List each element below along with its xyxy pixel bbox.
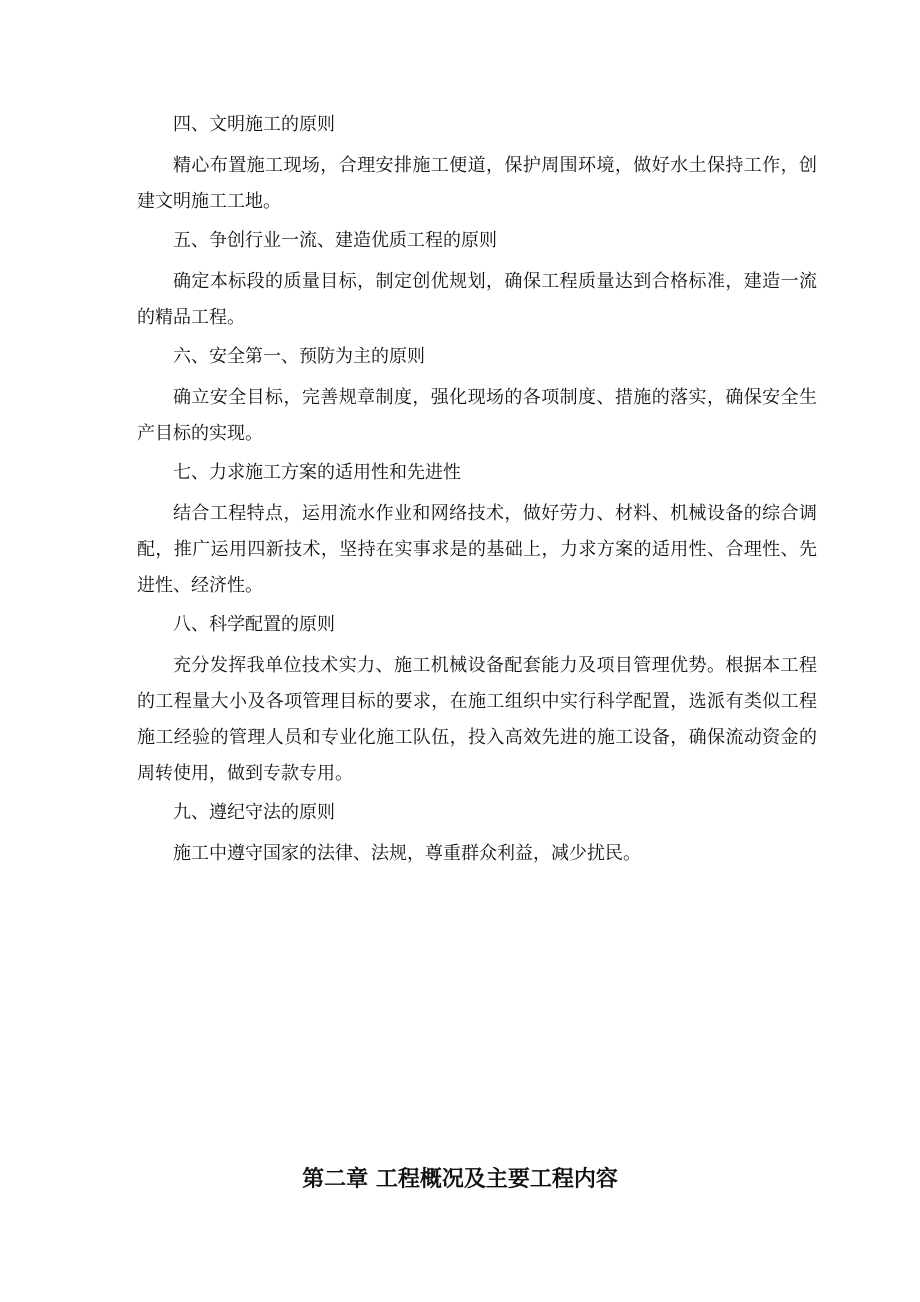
section-body-4: 精心布置施工现场，合理安排施工便道，保护周围环境，做好水土保持工作，创建文明施工工地。 bbox=[137, 155, 817, 212]
section-heading-7: 七、力求施工方案的适用性和先进性 bbox=[173, 462, 461, 483]
section-body-6: 确立安全目标，完善规章制度，强化现场的各项制度、措施的落实，确保安全生产目标的实现。 bbox=[137, 387, 817, 444]
principles-list bbox=[137, 112, 817, 880]
section-body-5: 确定本标段的质量目标，制定创优规划，确保工程质量达到合格标准，建造一流的精品工程。 bbox=[137, 271, 817, 328]
section-heading-8: 八、科学配置的原则 bbox=[173, 614, 335, 635]
section-heading-6: 六、安全第一、预防为主的原则 bbox=[173, 346, 425, 367]
section-body-8: 充分发挥我单位技术实力、施工机械设备配套能力及项目管理优势。根据本工程的工程量大小及各项管理目标的要求，在施工组织中实行科学配置，选派有类似工程施工经验的管理人员和专业化施工队伍，投入高效先进的施工设备，确保流动资金的周转使用，做到专款专用。 bbox=[137, 655, 817, 784]
section-body-9: 施工中遵守国家的法律、法规，尊重群众利益，减少扰民。 bbox=[173, 843, 641, 864]
section-heading-5: 五、争创行业一流、建造优质工程的原则 bbox=[173, 230, 497, 251]
section-heading-4: 四、文明施工的原则 bbox=[173, 114, 335, 135]
chapter-title: 第二章 工程概况及主要工程内容 bbox=[302, 1167, 618, 1192]
section-body-7: 结合工程特点，运用流水作业和网络技术，做好劳力、材料、机械设备的综合调配，推广运用四新技术，坚持在实事求是的基础上，力求方案的适用性、合理性、先进性、经济性。 bbox=[137, 503, 817, 596]
section-heading-9: 九、遵纪守法的原则 bbox=[173, 802, 335, 823]
